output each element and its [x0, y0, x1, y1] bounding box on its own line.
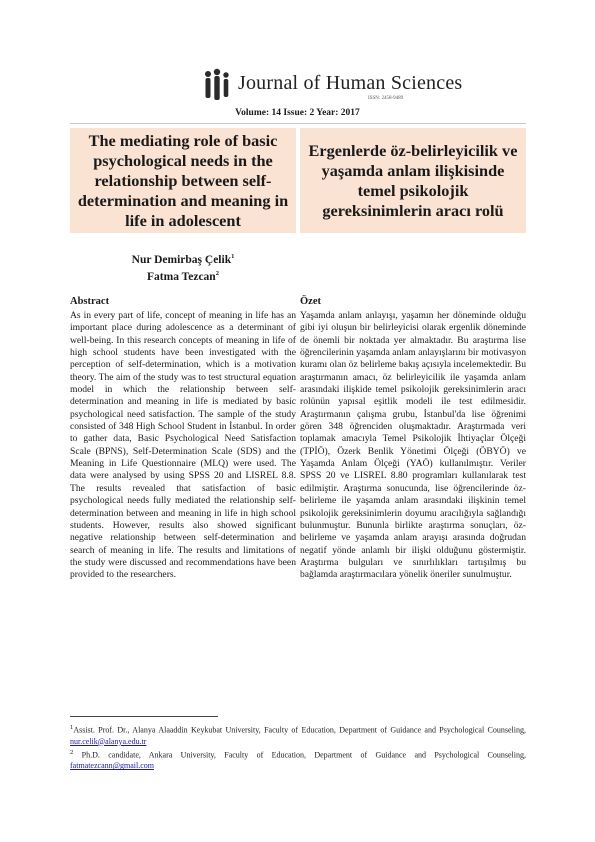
author-list	[70, 250, 296, 284]
abstract-text: As in every part of life, concept of meaning in life has an important place during adolescence as a determinant of well-being. In this research concepts of meaning in life of high school students have been investigated with the perception of self-determination, which is a motivation theory. The aim of the study was to test structural equation model in which the relationship between self-determination and meaning in life is mediated by basic psychological need satisfaction. The sample of the study consisted of 348 High School Student in İstanbul. In order to gather data, Basic Psychological Need Satisfaction Scale (BPNS), Self-Determination Scale (SDS) and the Meaning in Life Questionnaire (MLQ) were used. The data were analysed by using SPSS 20 and LISREL 8.8. The results revealed that satisfaction of basic psychological needs fully mediated the relationship self-determination between and meaning in life in high school students. However, results also showed significant negative relationship between self-determination and search of meaning in life. The results and limitations of the study were discussed and recommendations have been provided to the researchers.	[70, 310, 296, 581]
footnote-1-email-link[interactable]: nur.celik@alanya.edu.tr	[70, 736, 147, 746]
ozet-heading: Özet	[300, 296, 321, 307]
header-divider	[70, 123, 526, 124]
english-title-box	[70, 128, 296, 233]
turkish-title-box	[300, 128, 526, 233]
author-1: Nur Demirbaş Çelik$^1$	[131, 253, 235, 266]
abstract-column	[70, 296, 296, 582]
english-title: The mediating role of basic psychological needs in the relationship between self-determination and meaning in life in adolescent	[77, 130, 289, 230]
volume-issue-year: Volume: 14 Issue: 2 Year: 2017	[235, 108, 360, 118]
author-1-footnote-mark: 1	[231, 253, 235, 260]
footnote-2: $^2$ Ph.D. candidate, Ankara University, Faculty of Education, Department of Guidance and Psychological Counseling, fatmatezcann@gmail.com	[70, 748, 526, 771]
turkish-title: Ergenlerde öz-belirleyicilik ve yaşamda anlam ilişkisinde temel psikolojik gereksinimlerin aracı rolü	[308, 140, 518, 220]
journal-issn: ISSN: 2458-9489	[368, 96, 404, 101]
footnote-1: $^1$Assist. Prof. Dr., Alanya Alaaddin Keykubat University, Faculty of Education, Department of Guidance and Psychological Counseling, nur.celik@alanya.edu.tr	[70, 724, 526, 746]
footnotes	[70, 722, 526, 771]
footnote-2-email-link[interactable]: fatmatezcann@gmail.com	[70, 761, 154, 771]
footnote-divider	[70, 716, 218, 717]
author-2-footnote-mark: 2	[215, 269, 219, 277]
human-figures-logo-icon	[200, 68, 234, 102]
journal-name: Journal of Human Sciences	[238, 72, 463, 94]
journal-header	[200, 62, 463, 106]
author-2: Fatma Tezcan$^2$	[147, 269, 219, 283]
ozet-column	[300, 296, 526, 582]
abstract-heading: Abstract	[70, 296, 110, 307]
ozet-text: Yaşamda anlam anlayışı, yaşamın her döneminde olduğu gibi iyi oluşun bir belirleyicisi olarak ergenlik döneminde de önemli bir noktada yer almaktadır. Bu araştırma lise öğrencilerinin yaşamda anlam anlayışlarını bir motivasyon kuramı olan öz belirleme bakış açısıyla incelemektedir. Bu araştırmanın amacı, öz belirleyicilik ile yaşamda anlam arasındaki ilişkide temel psikolojik gereksinimlerin aracı rolünün yapısal eşitlik modeli ile test edilmesidir. Araştırmanın çalışma grubu, İstanbul'da lise öğrenimi gören 348 öğrenciden oluşmaktadır. Araştırmada veri toplamak amacıyla Temel Psikolojik İhtiyaçlar Ölçeği (TPİÖ), Özerk Benlik Yönetimi Ölçeği (ÖBYÖ) ve Yaşamda Anlam Ölçeği (YAÖ) kullanılmıştır. Veriler SPSS 20 ve LISREL 8.80 programları kullanılarak test edilmiştir. Araştırma sonucunda, lise öğrencilerinde öz-belirleme ile yaşamda anlam arasındaki ilişkinin temel psikolojik gereksinimlerin doyumu aracılığıyla sağlandığı bulunmuştur. Bununla birlikte araştırma sonuçları, öz- belirleme ve yaşamda anlam arayışı arasında doğrudan negatif yönde anlamlı bir ilişki olduğunu göstermiştir. Araştırma bulguları ve sınırlılıkları tartışılmış bu bağlamda araştırmacılara yönelik öneriler sunulmuştur.	[300, 310, 526, 581]
